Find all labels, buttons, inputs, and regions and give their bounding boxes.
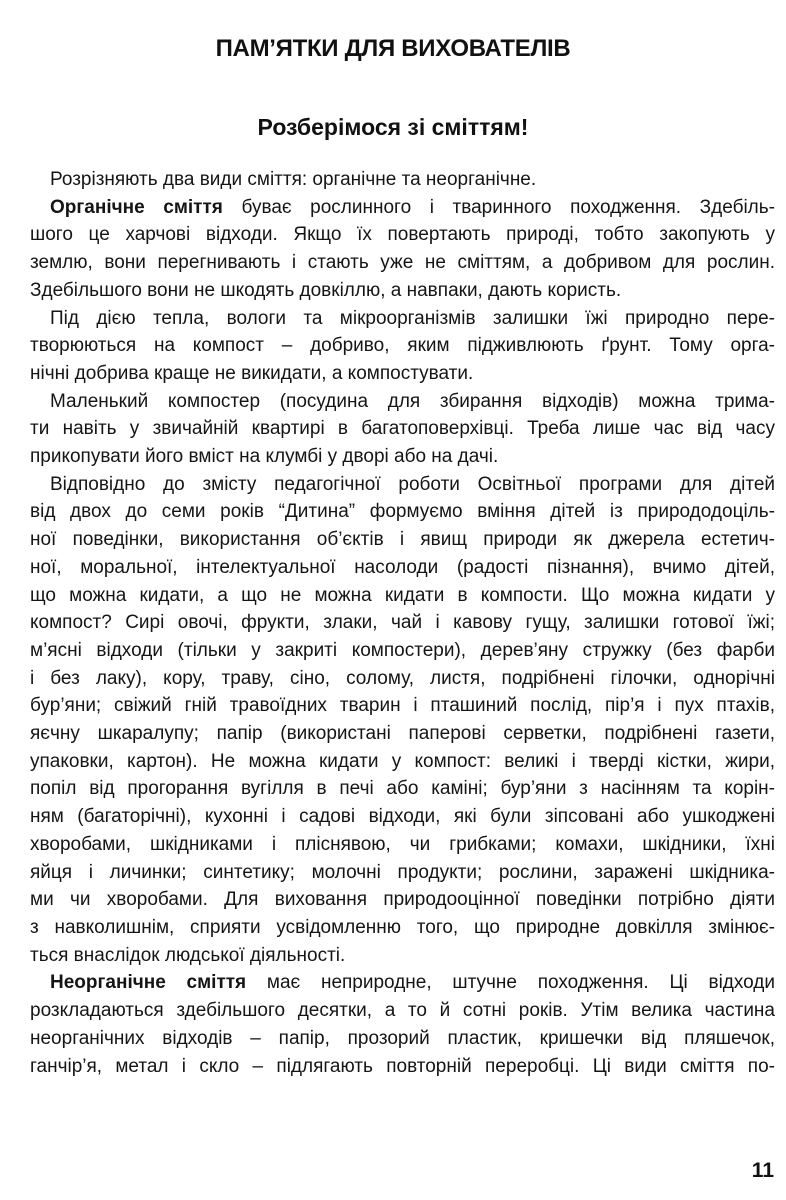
text-line: Під дією тепла, вологи та мікроорганізмів залишки їжі природно пере- <box>50 307 775 329</box>
text-line: ться внаслідок людської діяльності. <box>30 944 346 966</box>
text-line: ної поведінки, використання об’єктів і явищ природи як джерела естетич- <box>30 529 775 551</box>
text-line: творюються на компост – добриво, яким підживлюють ґрунт. Тому орга- <box>30 335 775 357</box>
text-line: ням (багаторічні), кухонні і садові відходи, які були зіпсовані або ушкоджені <box>30 806 775 828</box>
text-line: і без лаку), кору, траву, сіно, солому, листя, подрібнені гілочки, однорічні <box>30 667 775 689</box>
text-segment: має неприродне, штучне походження. Ці відходи <box>246 972 775 994</box>
text-line: Відповідно до змісту педагогічної роботи Освітньої програми для дітей <box>50 473 775 495</box>
text-line: Маленький компостер (посудина для збирання відходів) можна трима- <box>50 390 775 412</box>
text-line: прикопувати його вміст на клумбі у дворі або на дачі. <box>30 446 499 468</box>
body-text <box>30 166 775 1080</box>
text-line: нічні добрива краще не викидати, а компостувати. <box>30 362 474 384</box>
text-line: з навколишнім, сприяти усвідомленню того, що природне довкілля змінює- <box>30 916 775 938</box>
text-line: шого це харчові відходи. Якщо їх повертають природі, тобто закопують у <box>30 224 775 246</box>
text-line: бур’яни; свіжий гній травоїдних тварин і пташиний послід, пір’я і пух птахів, <box>30 695 775 717</box>
text-line: від двох до семи років “Дитина” формуємо вміння дітей із природодоціль- <box>30 501 775 523</box>
text-line <box>30 194 775 222</box>
text-line: ми чи хворобами. Для виховання природооцінної поведінки потрібно діяти <box>30 889 775 911</box>
text-line <box>30 969 775 997</box>
text-line: розкладаються здебільшого десятки, а то й сотні років. Утім велика частина <box>30 1000 775 1022</box>
text-line: упаковки, картон). Не можна кидати у компост: великі і тверді кістки, жири, <box>30 750 775 772</box>
text-line: хворобами, шкідниками і пліснявою, чи грибками; комахи, шкідники, їхні <box>30 833 775 855</box>
text-line: ганчір’я, метал і скло – підлягають повторній переробці. Ці види сміття по- <box>30 1055 775 1077</box>
page-header-title: ПАМ’ЯТКИ ДЛЯ ВИХОВАТЕЛІВ <box>215 35 571 62</box>
text-line: яєчну шкаралупу; папір (використані паперові серветки, подрібнені газети, <box>30 723 775 745</box>
text-line: попіл від прогорання вугілля в печі або каміні; бур’яни з насінням та корін- <box>30 778 775 800</box>
text-line: що можна кидати, а що не можна кидати в компости. Що можна кидати у <box>30 584 775 606</box>
bold-term: Органічне сміття <box>50 196 223 218</box>
text-line: яйця і личинки; синтетику; молочні продукти; рослини, заражені шкідника- <box>30 861 775 883</box>
text-line: м’ясні відходи (тільки у закриті компостери), дерев’яну стружку (без фарби <box>30 639 775 661</box>
text-line: Здебільшого вони не шкодять довкіллю, а навпаки, дають користь. <box>30 279 622 301</box>
section-title: Розберімося зі сміттям! <box>257 114 529 140</box>
text-line: ти навіть у звичайній квартирі в багатоповерхівці. Треба лише час від часу <box>30 418 775 440</box>
text-line: компост? Сирі овочі, фрукти, злаки, чай і кавову гущу, залишки готової їжі; <box>30 612 775 634</box>
text-line: землю, вони перегнивають і стають уже не сміттям, а добривом для рослин. <box>30 252 775 274</box>
page-number: 11 <box>751 1159 774 1182</box>
text-line: ної, моральної, інтелектуальної насолоди (радості пізнання), вчимо дітей, <box>30 556 775 578</box>
text-line: Розрізняють два види сміття: органічне та неорганічне. <box>50 169 537 190</box>
bold-term: Неорганічне сміття <box>50 972 247 994</box>
text-line: неорганічних відходів – папір, прозорий пластик, кришечки від пляшечок, <box>30 1027 775 1049</box>
text-segment: буває рослинного і тваринного походження. Здебіль- <box>222 196 775 218</box>
